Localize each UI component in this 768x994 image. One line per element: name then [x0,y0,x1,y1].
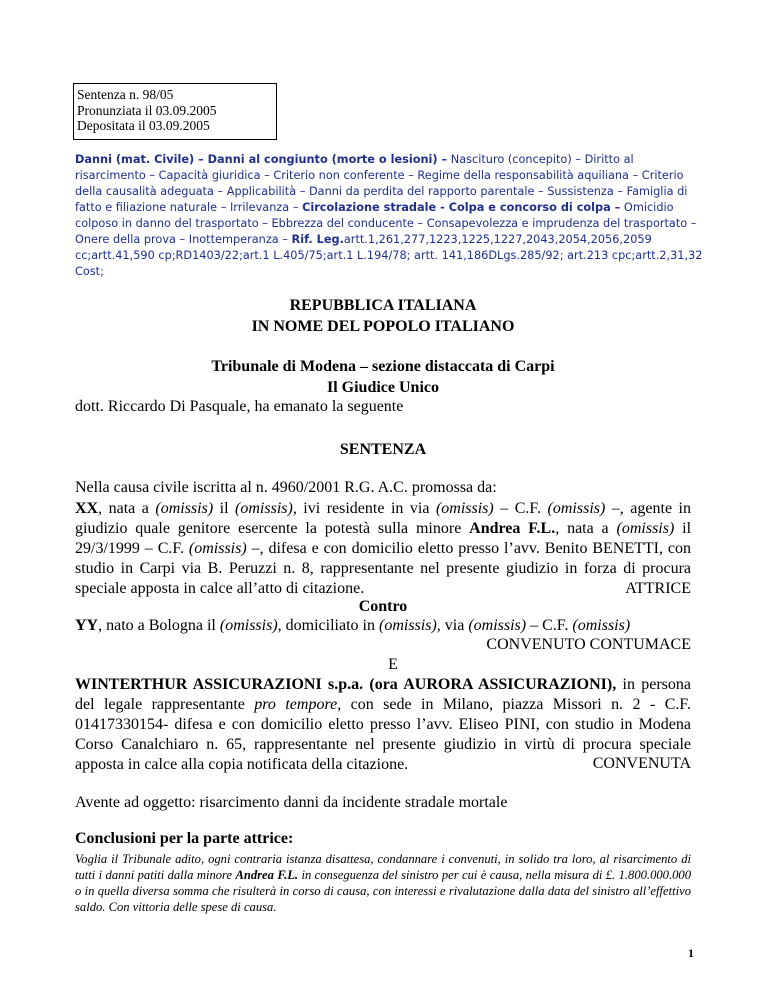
and-separator: E [388,656,398,673]
pro-tempore: pro tempore [254,696,338,713]
convenuta-label: CONVENUTA [592,755,691,772]
omissis: (omissis) [435,500,494,517]
omissis: (omissis) [572,617,631,634]
filed-date: Depositata il 03.09.2005 [77,118,210,133]
judge-title: Il Giudice Unico [326,379,439,396]
text: , via [436,617,469,634]
text: –, agente in giudizio quale genitore esercente la potestà sulla minore [75,500,692,537]
judge-name: dott. Riccardo Di Pasquale, ha emanato la seguente [75,398,404,415]
text: , con sede in Milano, piazza Missori n. 2 - C.F. 01417330154- difesa e con domicilio eletto presso l’avv. Eliseo PINI, con studio in Modena Corso Canalchiaro n. 65, rappresentante nel presente giudizio in virtù di procura speciale apposta in calce alla copia notificata della citazione. [75,696,692,773]
keyword-bold-2: Circolazione stradale - Colpa e concorso di colpa – [302,201,621,214]
omissis: (omissis) [188,540,247,557]
keyword-text-2: Omicidio colposo in danno del trasportato – Ebbrezza del conducente – Consapevolezza e imprudenza del trasportato – Onere della prova – Inottemperanza – [75,201,697,246]
attrice-label: ATTRICE [625,580,691,597]
yy-name: YY [75,617,99,634]
contro-heading: Contro [358,598,408,615]
sentenza-heading: SENTENZA [339,441,427,458]
winterthur-name: WINTERTHUR ASSICURAZIONI s.p.a. (ora AURORA ASSICURAZIONI), [75,676,617,693]
sentence-info-box [73,83,277,140]
omissis: (omissis) [219,617,278,634]
conclusions-text [75,851,691,915]
keyword-text-3: artt.1,261,277,1223,1225,1227,2043,2054,2056,2059 cc;artt.41,590 cp;RD1403/22;art.1 L.405/75;art.1 L.194/78; artt. 141,186DLgs.285/92; art.213 cpc;artt.2,31,32 Cost; [75,233,703,278]
court-name: Tribunale di Modena – sezione distaccata di Carpi [211,358,555,375]
keywords-abstract [75,152,705,280]
omissis: (omissis) [155,500,214,517]
conclusions-minor-name: Andrea F.L. [235,868,299,882]
pronounced-date: Pronunziata il 03.09.2005 [77,102,217,118]
convenuto-line [75,617,691,635]
text: , domiciliato in [277,617,379,634]
sentence-number: Sentenza n. 98/05 [77,87,174,102]
omissis: (omissis) [547,500,606,517]
omissis: (omissis) [235,500,293,517]
text: – C.F. [526,617,573,634]
convenuto-label: CONVENUTO CONTUMACE [486,636,691,653]
text: , nata a [98,500,156,517]
intro-line: Nella causa civile iscritta al n. 4960/2001 R.G. A.C. promossa da: [75,479,497,496]
omissis: (omissis) [616,520,675,537]
keyword-bold-1: Danni (mat. Civile) – Danni al congiunto (morte o lesioni) – [75,153,448,166]
omissis: (omissis) [378,617,437,634]
text: , ivi residente in via [292,500,436,517]
text: Voglia il Tribunale adito, ogni contraria istanza disattesa, condannare i convenuti, in solido tra loro, al risarcimento di tutti i danni patiti dalla minore [75,852,691,882]
minor-name: Andrea F.L. [469,520,556,537]
text: il [213,500,236,517]
text: , nato a Bologna il [98,617,220,634]
omissis: (omissis) [468,617,527,634]
text: , nata a [555,520,617,537]
attrice-name: XX [75,500,99,517]
conclusions-heading: Conclusioni per la parte attrice: [75,830,294,847]
text: –, difesa e con domicilio eletto presso l’avv. Benito BENETTI, con studio in Carpi via B. Peruzzi n. 8, rappresentante nel presente giudizio in forza di procura speciale apposta in calce all’atto di citazione. [75,540,691,597]
text: in persona del legale rappresentante [75,676,692,713]
page-number: 1 [688,946,694,960]
text: in conseguenza del sinistro per cui è causa, nella misura di £. 1.800.000.000 o in quella diversa somma che risulterà in corso di causa, con interessi e rivalutazione dalla data del sinistro all’effettivo saldo. Con vittoria delle spese di causa. [75,868,691,914]
keyword-text-1: Nascituro (concepito) – Diritto al risarcimento – Capacità giuridica – Criterio non conferente – Regime della responsabilità aquiliana – Criterio della causalità adeguata – Applicabilità – Danni da perdita del rapporto parentale – Sussistenza – Famiglia di fatto e filiazione naturale – Irrilevanza – [75,153,688,214]
people-heading: IN NOME DEL POPOLO ITALIANO [251,318,515,335]
republic-heading: REPUBBLICA ITALIANA [289,297,477,314]
text: – C.F. [493,500,548,517]
keyword-bold-3: Rif. Leg. [291,233,344,246]
subject-line: Avente ad oggetto: risarcimento danni da incidente stradale mortale [75,794,508,811]
text: il 29/3/1999 – C.F. [75,520,692,557]
